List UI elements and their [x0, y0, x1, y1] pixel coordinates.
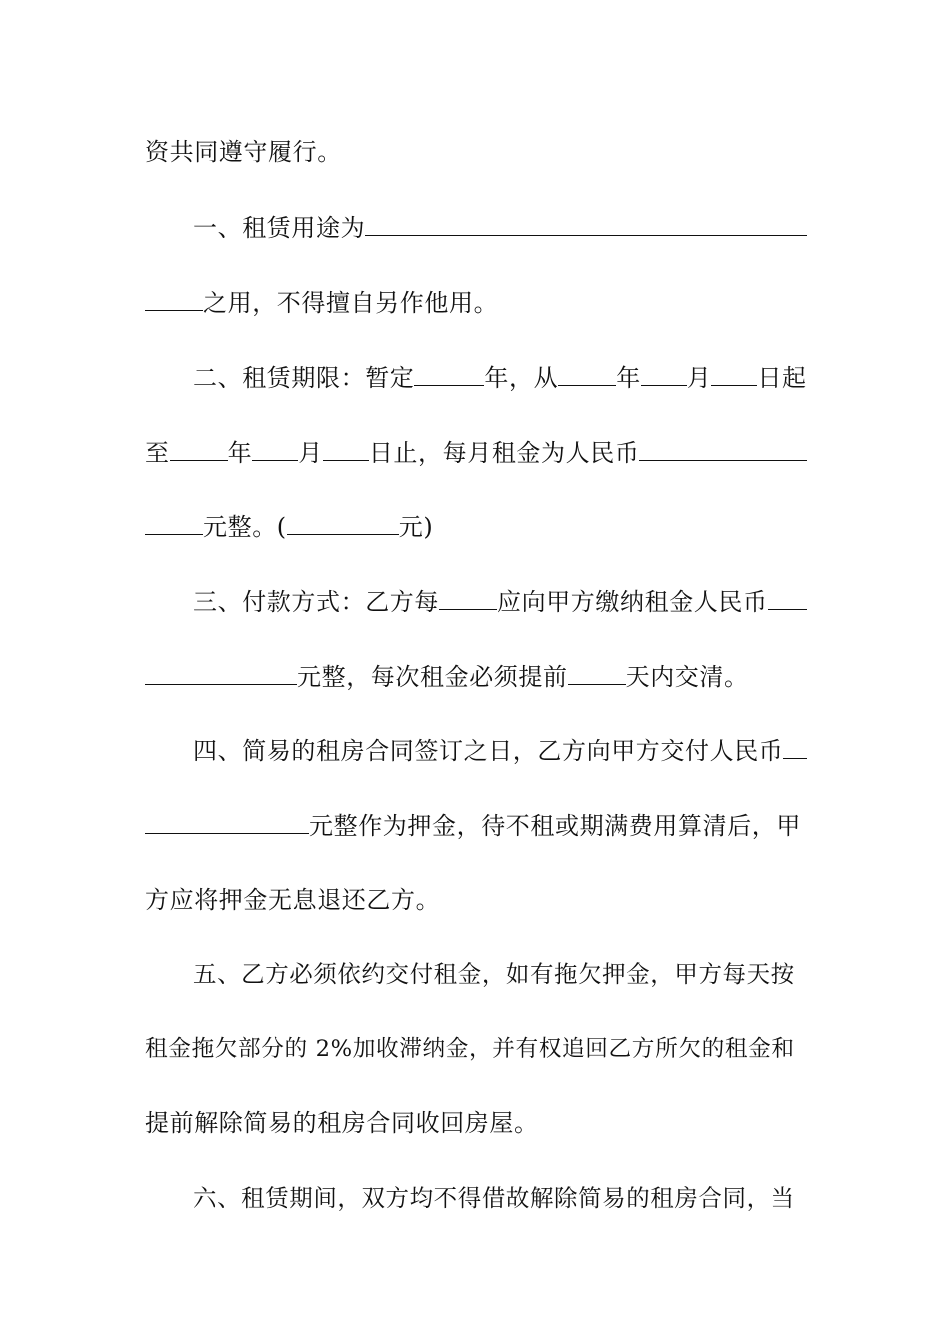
clause-4-cont-text: [309, 810, 807, 842]
end-year-blank[interactable]: [170, 438, 228, 461]
payment-amount-blank[interactable]: [768, 587, 807, 610]
clause-2-cont-2-b: 元): [398, 513, 434, 541]
clause-5-end: 提前解除简易的租房合同收回房屋。: [145, 1109, 539, 1137]
deposit-blank-cont[interactable]: [145, 811, 309, 834]
clause-2-cont-a: 至: [145, 439, 170, 467]
clause-6-line: 六、租赁期间，双方均不得借故解除简易的租房合同，当: [193, 1184, 795, 1212]
deposit-blank[interactable]: [783, 736, 807, 759]
clause-4-end: 方应将押金无息退还乙方。: [145, 886, 441, 914]
clause-2-cont-2: [145, 511, 807, 543]
monthly-rent-blank-cont[interactable]: [145, 512, 203, 535]
rent-figure-blank[interactable]: [287, 512, 399, 535]
clause-3-cont-b: 天内交清。: [625, 663, 749, 691]
start-day-blank[interactable]: [711, 363, 757, 386]
payment-period-blank[interactable]: [439, 587, 497, 610]
clause-2-cont: [145, 437, 807, 469]
clause-5-cont: 租金拖欠部分的 2%加收滞纳金，并有权追回乙方所欠的租金和: [145, 1036, 795, 1062]
clause-2-line: [193, 362, 807, 394]
clause-2-text-d: 月: [686, 364, 712, 392]
end-month-blank[interactable]: [252, 438, 298, 461]
clause-3-cont-a: 元整，每次租金必须提前: [297, 663, 568, 691]
clause-3-cont: [145, 661, 807, 693]
clause-1-cont-text: 之用，不得擅自另作他用。: [203, 289, 499, 317]
clause-1-line: [193, 212, 807, 244]
clause-5-line: 五、乙方必须依约交付租金，如有拖欠押金，甲方每天按: [193, 960, 795, 988]
clause-4-cont: [145, 810, 807, 842]
monthly-rent-blank[interactable]: [639, 438, 807, 461]
start-month-blank[interactable]: [641, 363, 687, 386]
advance-days-blank[interactable]: [568, 662, 626, 685]
usage-blank[interactable]: [365, 213, 807, 236]
clause-2-cont-c: 月: [298, 439, 323, 467]
term-years-blank[interactable]: [414, 363, 484, 386]
clause-2-text-e: 日起: [757, 364, 807, 392]
clause-1-cont: [145, 287, 807, 319]
payment-amount-blank-cont[interactable]: [145, 662, 297, 685]
clause-2-cont-b: 年: [227, 439, 253, 467]
clause-4-text: 四、简易的租房合同签订之日，乙方向甲方交付人民币: [193, 737, 784, 765]
line-1: 资共同遵守履行。: [145, 138, 342, 166]
clause-3-text-a: 三、付款方式：乙方每: [193, 588, 439, 616]
start-year-blank[interactable]: [558, 363, 616, 386]
clause-3-line: [193, 586, 807, 618]
clause-2-cont-2-a: 元整。(: [203, 513, 287, 541]
clause-3-text-b: 应向甲方缴纳租金人民币: [497, 588, 768, 616]
end-day-blank[interactable]: [323, 438, 369, 461]
clause-1-text: 一、租赁用途为: [193, 214, 366, 242]
clause-2-text-b: 年，从: [484, 364, 559, 392]
clause-4-cont-text-inner: 元整作为押金，待不租或期满费用算清后，甲: [309, 812, 801, 840]
clause-2-cont-d: 日止，每月租金为人民币: [368, 439, 640, 467]
clause-2-text-a: 二、租赁期限：暂定: [193, 364, 415, 392]
usage-blank-cont[interactable]: [145, 288, 203, 311]
clause-2-text-c: 年: [616, 364, 641, 392]
clause-4-line: [193, 735, 807, 767]
